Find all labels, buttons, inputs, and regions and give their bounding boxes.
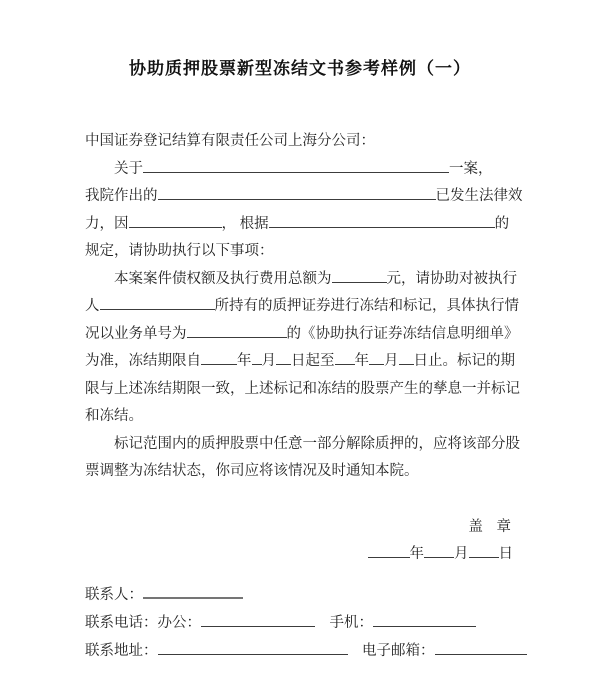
blank-field [369, 352, 384, 365]
text-run: 关于 [114, 160, 143, 177]
contact-line [85, 581, 515, 609]
text-run: 所持有的质押证券进行冻结和标记，具体执行情 [214, 298, 519, 314]
text-run: 规定，请协助执行以下事项： [85, 243, 274, 259]
document-line [85, 321, 519, 349]
text-run: 力，因 [85, 215, 129, 232]
text-run: 联系人： [85, 586, 143, 603]
blank-field [269, 215, 495, 228]
text-run: 月 [384, 353, 399, 369]
blank-field [373, 614, 476, 627]
blank-field [158, 642, 348, 655]
document-line [85, 293, 519, 321]
blank-field [335, 352, 355, 365]
blank-field [158, 187, 436, 200]
text-run: 年 [409, 546, 424, 562]
text-run: 的 [494, 215, 510, 232]
text-run: 已发生法律效 [435, 188, 523, 204]
blank-field [143, 586, 243, 599]
contact-line [85, 637, 515, 665]
blank-field [252, 352, 262, 365]
document-line [85, 183, 523, 211]
text-run: 况以业务单号为 [85, 325, 187, 342]
text-run: 一案， [449, 160, 493, 177]
contact-line [85, 609, 515, 637]
text-run: 手机： [315, 614, 373, 631]
signature-block [85, 514, 515, 569]
text-run: 元，请协助对被执行 [386, 270, 517, 287]
blank-field [143, 160, 449, 173]
blank-field [399, 352, 414, 365]
document-line [85, 156, 515, 184]
document-line [85, 403, 515, 431]
text-run: 标记范围内的质押股票中任意一部分解除质押的，应将该部分股 [114, 435, 520, 452]
text-run: 联系地址： [85, 642, 158, 659]
text-run: 人 [85, 298, 100, 314]
text-run: 的《协助执行证券冻结信息明细单》 [286, 325, 519, 342]
blank-field [100, 297, 215, 310]
text-run: ， 根据 [221, 215, 269, 232]
text-run: 本案案件债权额及执行费用总额为 [114, 270, 332, 287]
text-run: 我院作出的 [85, 188, 158, 204]
blank-field [332, 270, 387, 283]
blank-field [435, 642, 527, 655]
text-run: 限与上述冻结期限一致，上述标记和冻结的股票产生的孳息一并标记 [85, 380, 520, 397]
text-run: 票调整为冻结状态，你司应将该情况及时通知本院。 [85, 463, 419, 479]
text-run: 年 [237, 353, 252, 369]
document-body [85, 156, 523, 486]
salutation-line: 中国证券登记结算有限责任公司上海分公司： [85, 133, 375, 149]
text-run: 为准，冻结期限自 [85, 353, 201, 369]
blank-field [424, 545, 454, 558]
text-run: 月 [261, 353, 276, 369]
document-line [85, 376, 520, 404]
blank-field [469, 545, 499, 558]
text-run: 和冻结。 [85, 408, 143, 424]
contact-block [85, 581, 515, 665]
blank-field [276, 352, 291, 365]
text-run: 日 [498, 546, 513, 562]
document-line [85, 238, 515, 266]
text-run: 日起至 [291, 353, 335, 369]
document-line [85, 211, 515, 239]
text-run: 年 [354, 353, 369, 369]
document-title: 协助质押股票新型冻结文书参考样例（一） [129, 59, 471, 78]
seal-label: 盖 章 [468, 518, 513, 535]
blank-field [187, 325, 287, 338]
text-run: 联系电话：办公： [85, 614, 201, 631]
signature-date-line [85, 541, 513, 569]
document-line [85, 458, 515, 486]
document-line [85, 431, 520, 459]
blank-field [368, 545, 410, 558]
blank-field [201, 352, 237, 365]
blank-field [201, 614, 315, 627]
text-run: 月 [454, 546, 469, 562]
document-line [85, 348, 515, 376]
text-run: 电子邮箱： [347, 642, 435, 659]
text-run: 日止。标记的期 [413, 353, 515, 369]
document-line [85, 266, 515, 294]
blank-field [129, 215, 222, 228]
